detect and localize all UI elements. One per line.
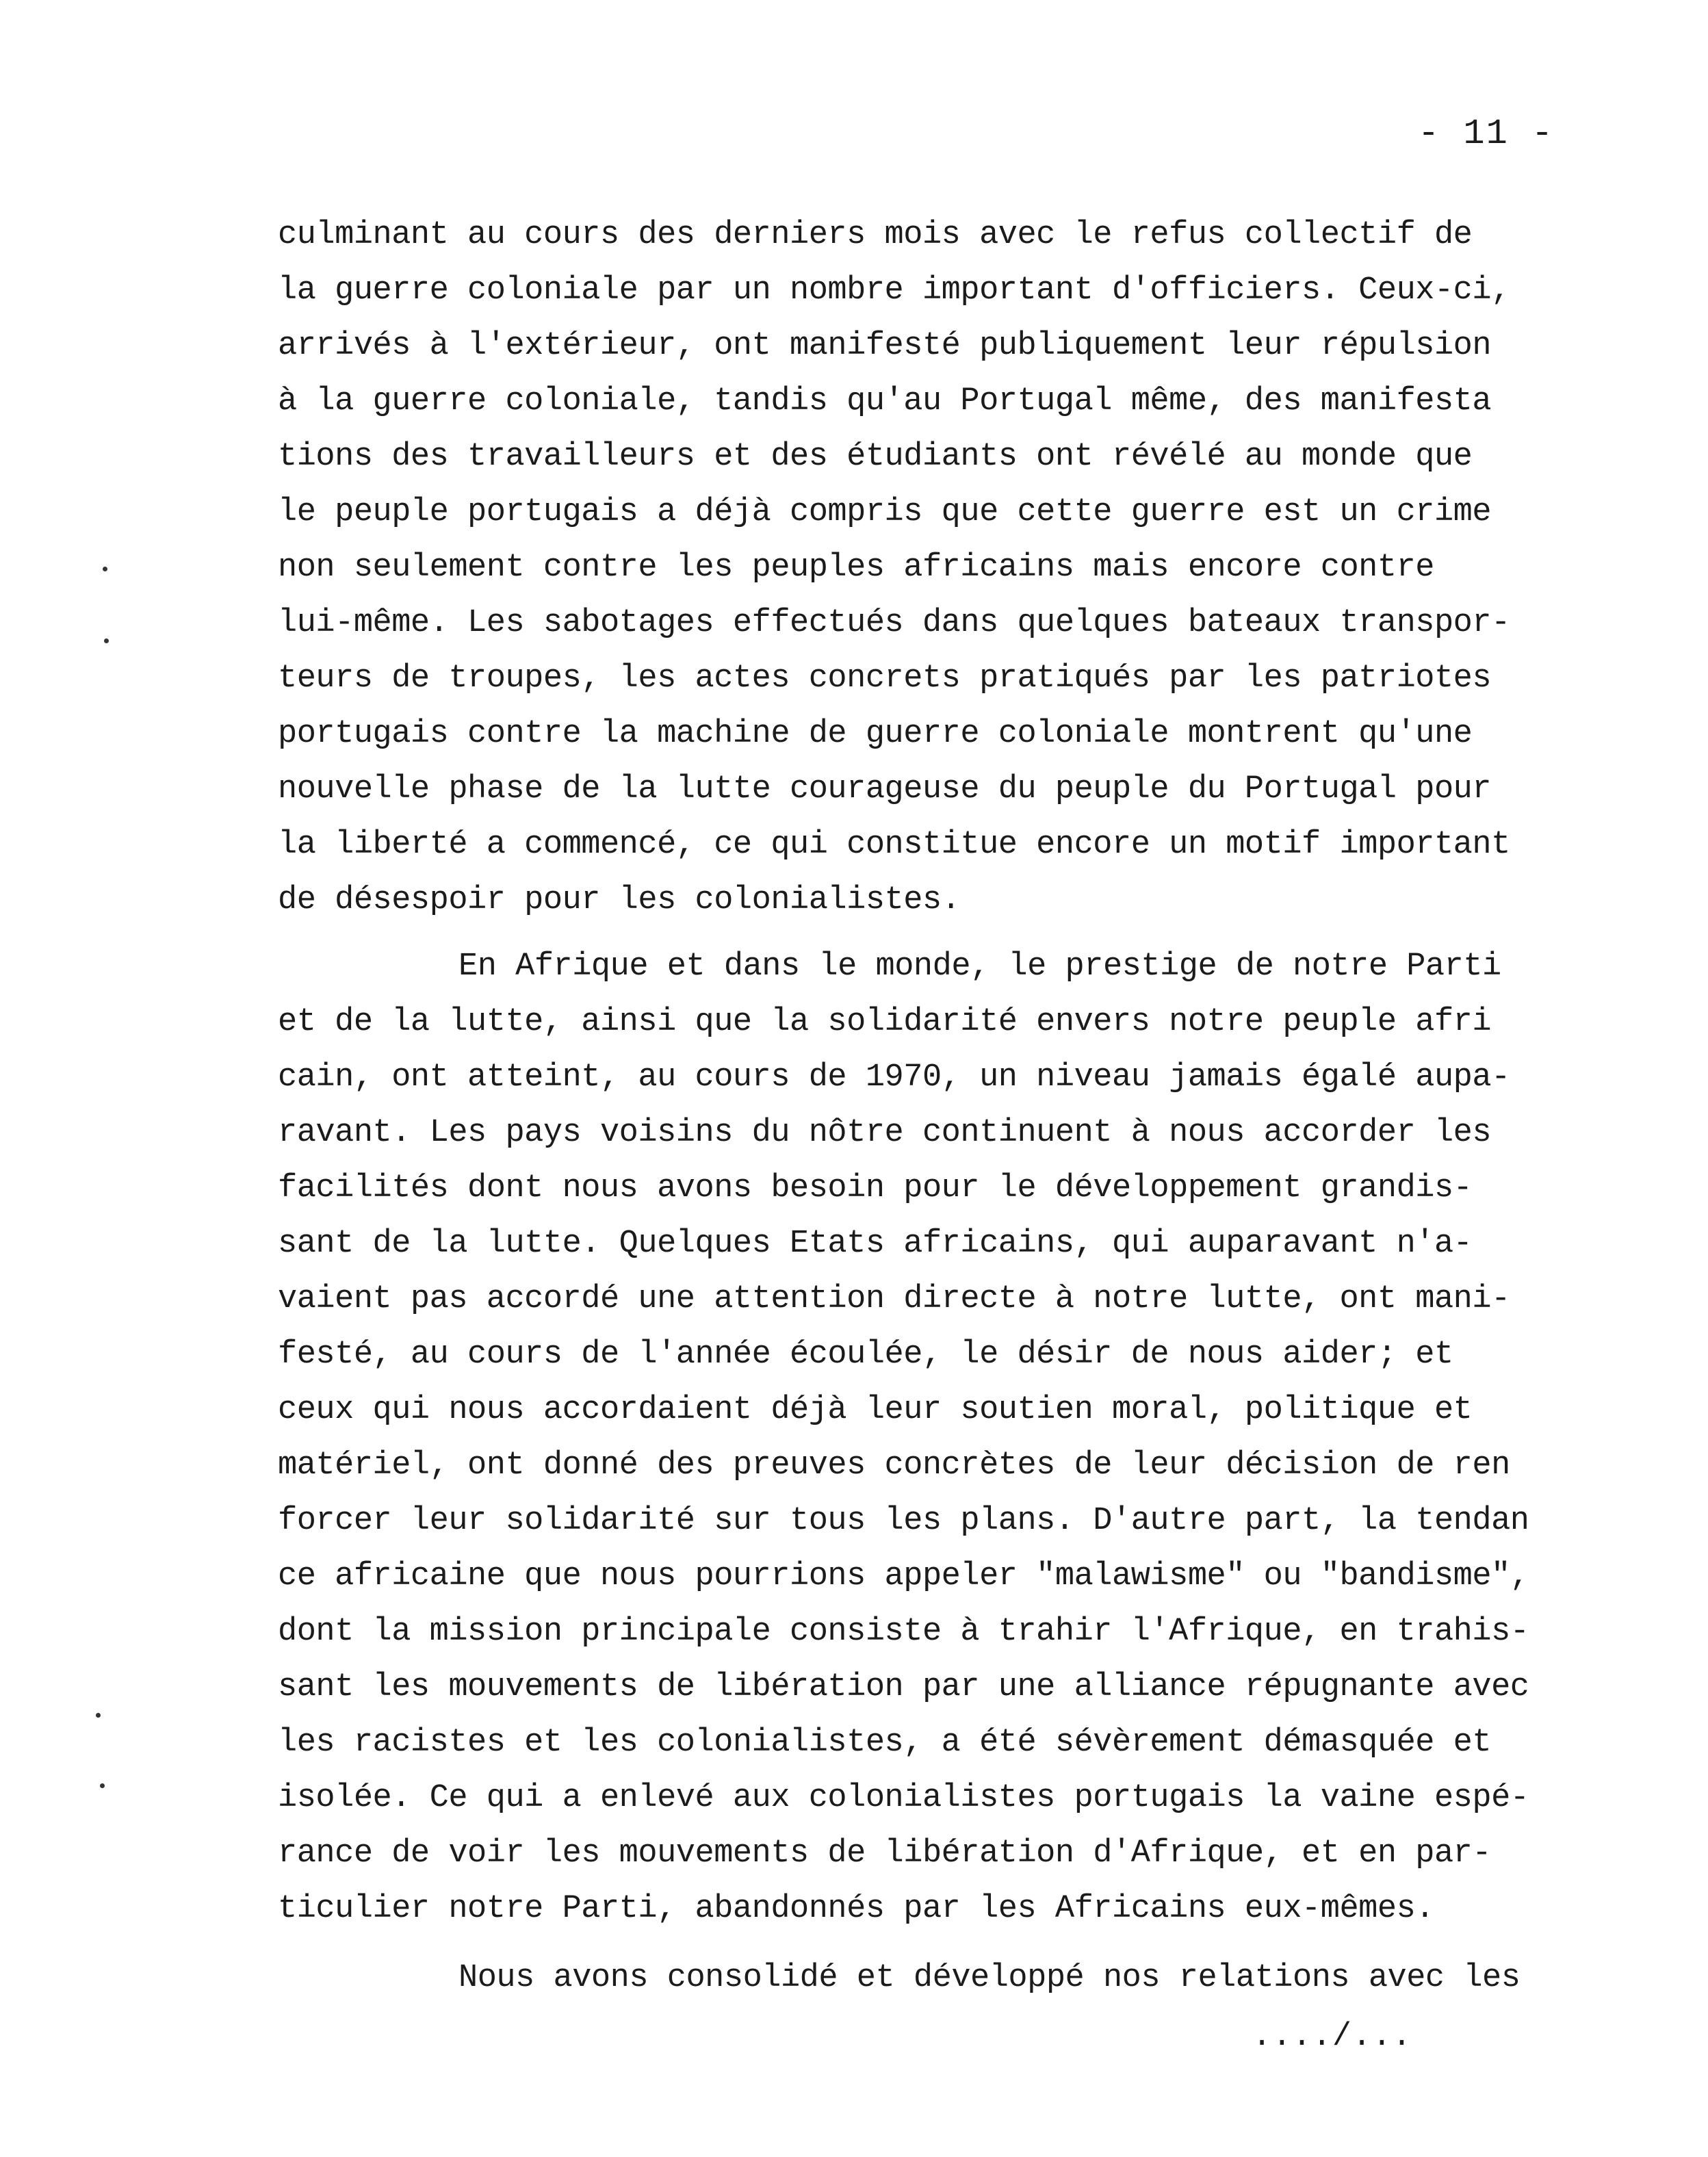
text-line: forcer leur solidarité sur tous les plans. D'autre part, la tendan [278,1503,1529,1539]
text-line: et de la lutte, ainsi que la solidarité envers notre peuple afri [278,1004,1492,1040]
text-line: ceux qui nous accordaient déjà leur soutien moral, politique et [278,1392,1473,1428]
text-line: dont la mission principale consiste à trahir l'Afrique, en trahis- [278,1614,1529,1650]
text-line: En Afrique et dans le monde, le prestige de notre Parti [458,948,1501,985]
text-line: de désespoir pour les colonialistes. [278,882,961,918]
paragraph-3 [278,1950,1520,2006]
text-line: ravant. Les pays voisins du nôtre continuent à nous accorder les [278,1115,1492,1151]
text-line: sant les mouvements de libération par une alliance répugnante avec [278,1669,1529,1705]
text-line: à la guerre coloniale, tandis qu'au Portugal même, des manifesta [278,383,1492,419]
margin-mark [103,567,107,571]
text-line: isolée. Ce qui a enlevé aux colonialistes portugais la vaine espé- [278,1780,1529,1816]
margin-mark [104,638,109,643]
paragraph-2 [278,939,1529,1937]
text-line: le peuple portugais a déjà compris que cette guerre est un crime [278,494,1492,530]
text-line: culminant au cours des derniers mois avec le refus collectif de [278,217,1473,253]
text-line: les racistes et les colonialistes, a été sévèrement démasquée et [278,1725,1492,1761]
text-line: non seulement contre les peuples africains mais encore contre [278,550,1434,586]
margin-mark [96,1713,101,1718]
page-number: - 11 - [1418,114,1555,154]
text-line: ce africaine que nous pourrions appeler "malawisme" ou "bandisme", [278,1558,1529,1594]
text-line: sant de la lutte. Quelques Etats africains, qui auparavant n'a- [278,1226,1473,1262]
text-line: portugais contre la machine de guerre coloniale montrent qu'une [278,716,1473,752]
paragraph-1 [278,207,1510,928]
text-line: la liberté a commencé, ce qui constitue encore un motif important [278,827,1510,863]
text-line: festé, au cours de l'année écoulée, le désir de nous aider; et [278,1336,1453,1373]
text-line: cain, ont atteint, au cours de 1970, un niveau jamais égalé aupa- [278,1059,1510,1096]
margin-mark [100,1783,105,1788]
text-line: vaient pas accordé une attention directe à notre lutte, ont mani- [278,1281,1510,1317]
text-line: arrivés à l'extérieur, ont manifesté publiquement leur répulsion [278,328,1492,364]
text-line: rance de voir les mouvements de libération d'Afrique, et en par- [278,1835,1492,1872]
text-line: tions des travailleurs et des étudiants ont révélé au monde que [278,439,1473,475]
text-line: nouvelle phase de la lutte courageuse du peuple du Portugal pour [278,771,1492,808]
text-line: ticulier notre Parti, abandonnés par les Africains eux-mêmes. [278,1891,1434,1927]
text-line: la guerre coloniale par un nombre important d'officiers. Ceux-ci, [278,272,1510,309]
text-line: teurs de troupes, les actes concrets pratiqués par les patriotes [278,660,1492,697]
text-line: matériel, ont donné des preuves concrètes de leur décision de ren [278,1447,1510,1484]
text-line: lui-même. Les sabotages effectués dans quelques bateaux transpor- [278,605,1510,641]
text-line: facilités dont nous avons besoin pour le développement grandis- [278,1170,1473,1206]
text-line: Nous avons consolidé et développé nos relations avec les [458,1960,1521,1996]
continuation-mark: ..../... [1252,2019,1412,2055]
